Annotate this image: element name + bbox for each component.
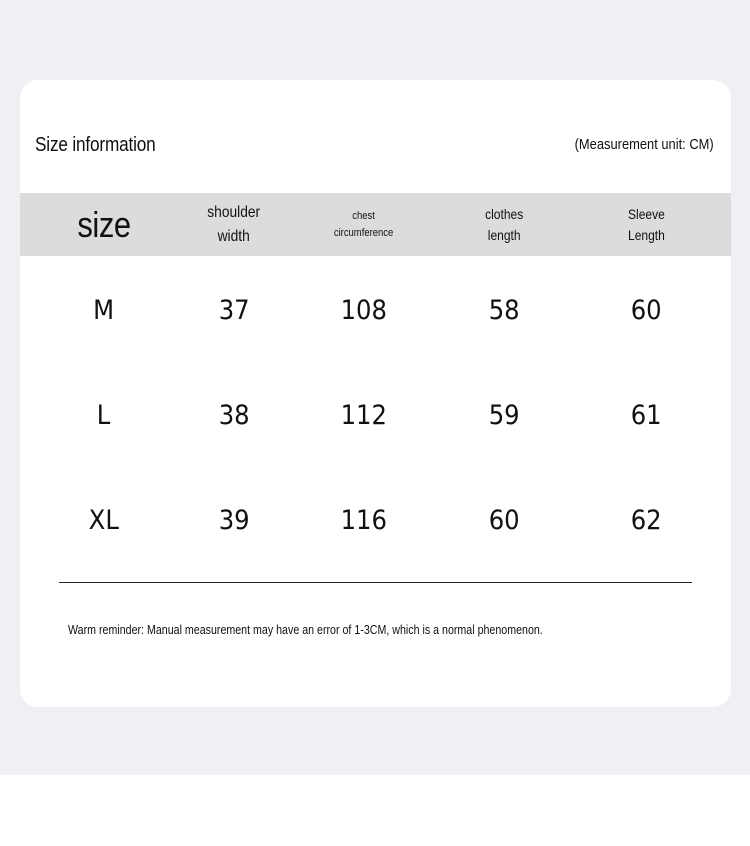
- cell-sleeve-length: 61: [630, 399, 662, 431]
- column-header-sleeve-length: [592, 193, 700, 256]
- cell-chest-circumference: 108: [340, 294, 388, 326]
- column-header-label: chest circumference: [334, 210, 394, 239]
- cell-size: M: [93, 294, 115, 326]
- column-header-label: clothes length: [484, 206, 524, 243]
- table-row: [20, 490, 731, 550]
- measurement-reminder: Warm reminder: Manual measurement may have an error of 1-3CM, which is a normal phenomenon.: [68, 622, 543, 637]
- measurement-unit-note: (Measurement unit: CM): [574, 136, 714, 153]
- column-header-shoulder-width: [180, 193, 288, 256]
- cell-size: L: [97, 399, 111, 431]
- cell-shoulder-width: 39: [218, 504, 250, 536]
- cell-sleeve-length: 62: [630, 504, 662, 536]
- column-header-size: [55, 193, 153, 256]
- cell-clothes-length: 59: [488, 399, 520, 431]
- cell-clothes-length: 58: [488, 294, 520, 326]
- cell-sleeve-length: 60: [630, 294, 662, 326]
- cell-shoulder-width: 38: [218, 399, 250, 431]
- chart-title: Size information: [35, 134, 156, 156]
- column-header-chest-circumference: [310, 193, 418, 256]
- cell-chest-circumference: 112: [340, 399, 388, 431]
- table-row: [20, 385, 731, 445]
- size-chart-card: [20, 80, 731, 707]
- table-header-row: [20, 193, 731, 256]
- cell-clothes-length: 60: [488, 504, 520, 536]
- column-header-clothes-length: [450, 193, 558, 256]
- column-header-label: Sleeve Length: [627, 206, 665, 243]
- column-header-label: size: [77, 203, 131, 245]
- table-row: [20, 280, 731, 340]
- table-bottom-divider: [59, 582, 692, 583]
- column-header-label: shoulder width: [207, 204, 261, 245]
- cell-shoulder-width: 37: [218, 294, 250, 326]
- cell-chest-circumference: 116: [340, 504, 388, 536]
- cell-size: XL: [88, 504, 120, 536]
